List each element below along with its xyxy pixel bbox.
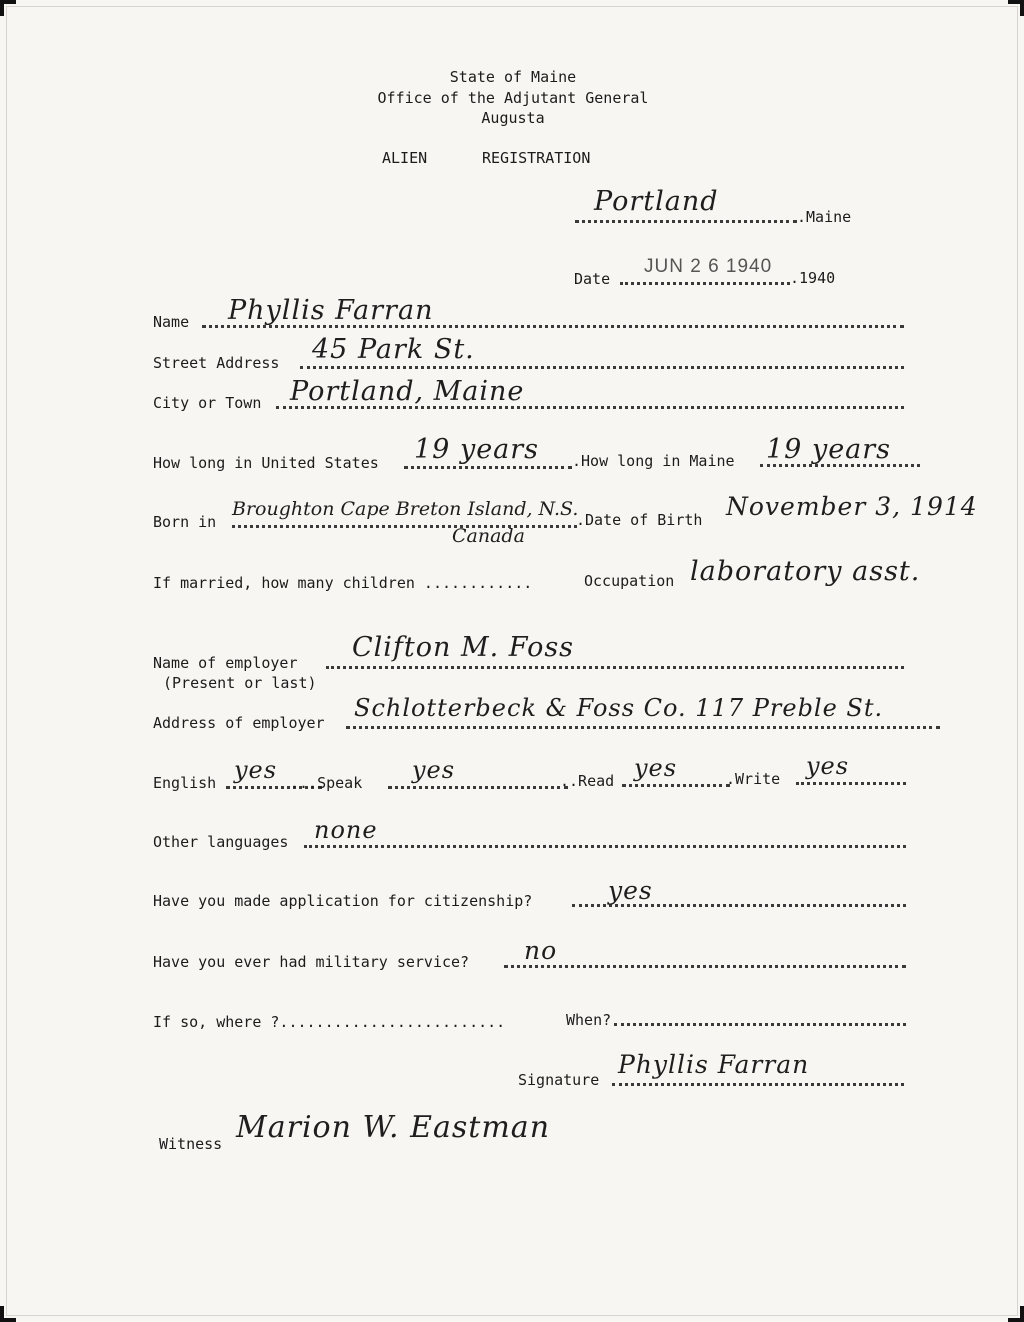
city-label: City or Town <box>153 394 262 412</box>
write-value: yes <box>806 752 850 780</box>
name-label: Name <box>153 313 190 331</box>
how-long-maine-value: 19 years <box>766 434 892 465</box>
military-value: no <box>524 936 558 965</box>
crop-mark-bottom-right <box>1008 1306 1024 1322</box>
born-label: Born in <box>153 513 217 531</box>
location-dots <box>575 220 797 223</box>
date-year: .1940 <box>790 269 836 287</box>
employer-value: Clifton M. Foss <box>352 632 575 663</box>
when-dots <box>614 1023 906 1026</box>
when-label: When? <box>566 1011 612 1029</box>
header-state: State of Maine <box>449 68 577 86</box>
crop-mark-bottom-left <box>0 1306 16 1322</box>
signature-dots <box>612 1083 904 1086</box>
employer-label: Name of employer <box>153 654 298 672</box>
employer-dots <box>326 666 904 669</box>
occupation-value: laboratory asst. <box>690 556 921 587</box>
witness-label: Witness <box>159 1135 223 1153</box>
read-dots <box>622 784 730 787</box>
write-label: .Write <box>726 770 781 788</box>
street-dots <box>300 366 904 369</box>
speak-dots <box>388 786 568 789</box>
date-dots <box>620 282 790 285</box>
citizenship-label: Have you made application for citizenship? <box>153 892 533 910</box>
other-languages-label: Other languages <box>153 833 289 851</box>
how-long-us-dots <box>404 466 572 469</box>
name-value: Phyllis Farran <box>228 295 434 326</box>
title-alien: ALIEN <box>382 149 428 167</box>
city-value: Portland, Maine <box>290 376 525 407</box>
dob-value: November 3, 1914 <box>726 492 978 521</box>
crop-mark-top-right <box>1008 0 1024 16</box>
date-label: Date <box>574 270 611 288</box>
signature-label: Signature <box>518 1071 600 1089</box>
military-label: Have you ever had military service? <box>153 953 470 971</box>
english-label: English <box>153 774 217 792</box>
employer-address-value: Schlotterbeck & Foss Co. 117 Preble St. <box>354 694 884 722</box>
other-languages-value: none <box>314 816 378 844</box>
english-value: yes <box>234 756 278 784</box>
read-label: ..Read <box>560 772 615 790</box>
if-so-where-label: If so, where ?......................... <box>153 1013 506 1031</box>
title-registration: REGISTRATION <box>482 149 591 167</box>
witness-value: Marion W. Eastman <box>236 1110 551 1145</box>
how-long-maine-label: .How long in Maine <box>572 452 735 470</box>
children-label: If married, how many children ............ <box>153 574 533 592</box>
occupation-label: Occupation <box>584 572 675 590</box>
employer-address-dots <box>346 726 940 729</box>
read-value: yes <box>634 754 678 782</box>
write-dots <box>796 782 906 785</box>
date-stamp: JUN 2 6 1940 <box>644 256 773 277</box>
speak-value: yes <box>412 756 456 784</box>
citizenship-value: yes <box>608 876 653 905</box>
dob-label: .Date of Birth <box>576 511 703 529</box>
header-office: Office of the Adjutant General <box>377 89 649 107</box>
location-state: .Maine <box>797 208 852 226</box>
military-dots <box>504 965 906 968</box>
crop-mark-top-left <box>0 0 16 16</box>
how-long-us-label: How long in United States <box>153 454 379 472</box>
street-value: 45 Park St. <box>312 334 475 365</box>
signature-value: Phyllis Farran <box>618 1050 810 1079</box>
speak-label: ...Speak <box>290 774 363 792</box>
street-label: Street Address <box>153 354 280 372</box>
born-country-value: Canada <box>452 525 525 547</box>
employer-sublabel: (Present or last) <box>163 674 317 692</box>
employer-address-label: Address of employer <box>153 714 325 732</box>
how-long-us-value: 19 years <box>414 434 540 465</box>
other-languages-dots <box>304 845 906 848</box>
location-city-value: Portland <box>594 186 719 217</box>
born-value: Broughton Cape Breton Island, N.S. <box>232 498 579 520</box>
born-dots <box>232 525 577 528</box>
header-city: Augusta <box>481 109 545 127</box>
